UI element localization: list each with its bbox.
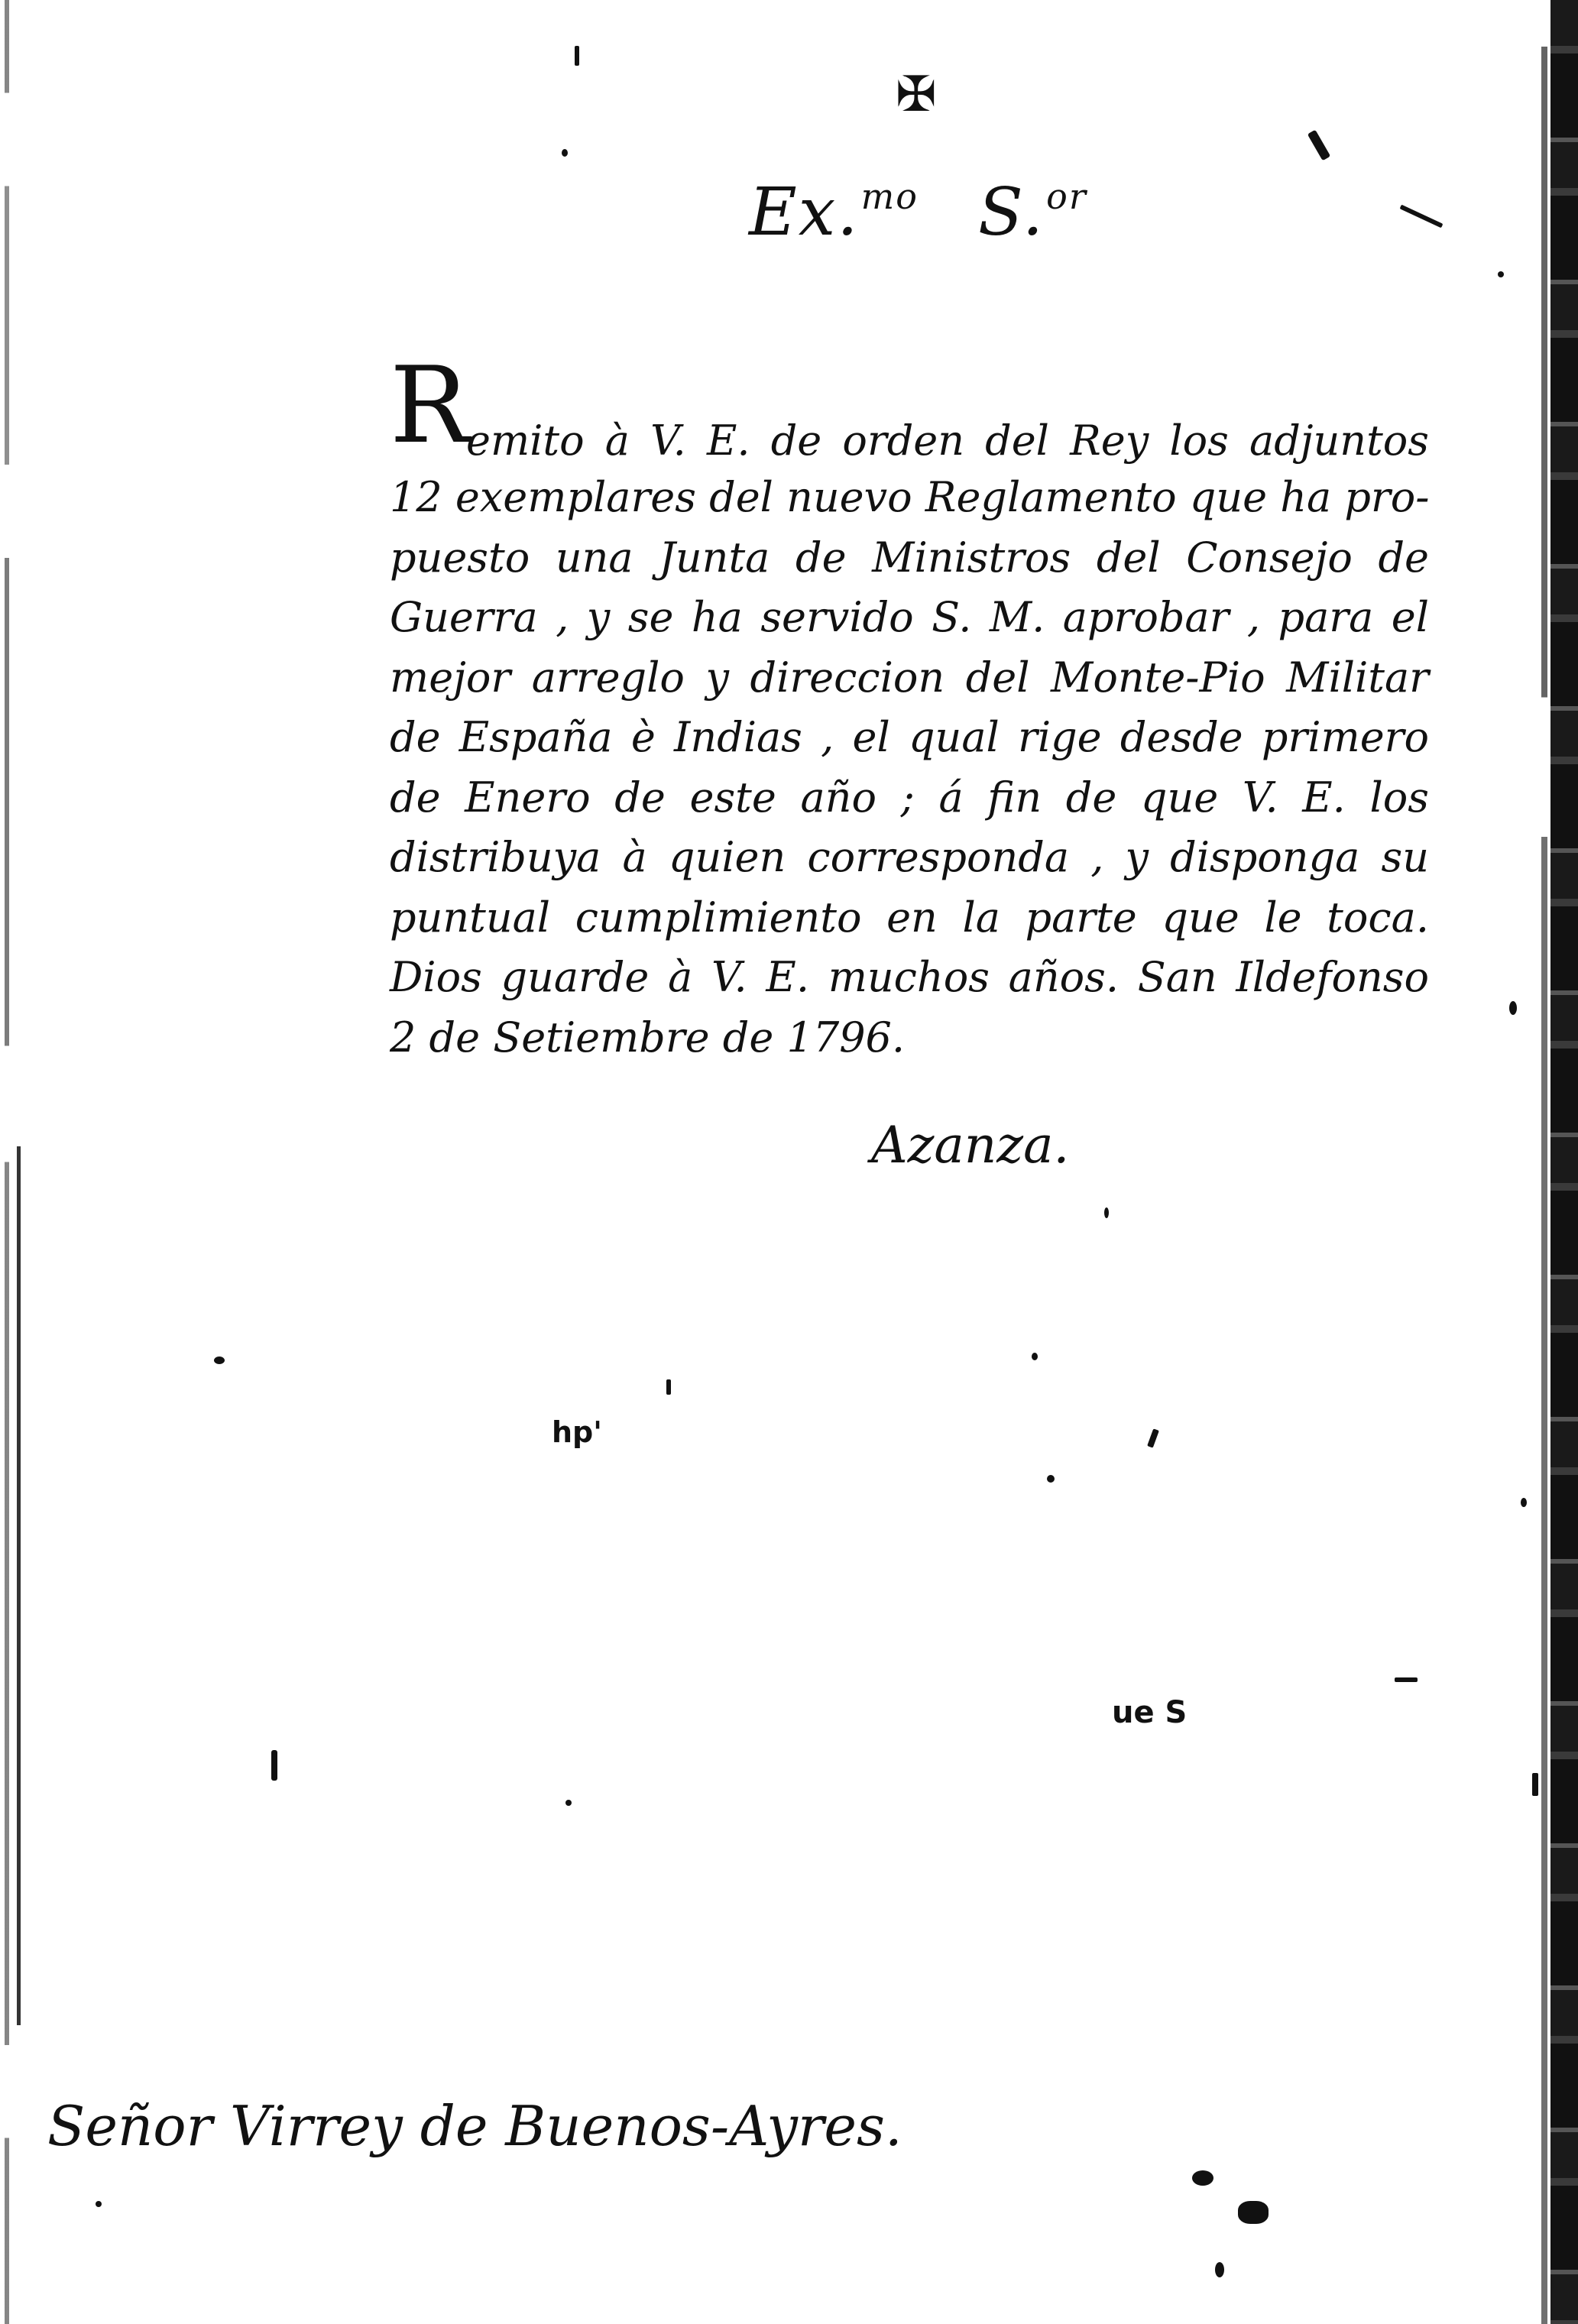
salutation-heading — [749, 174, 1087, 251]
cross-symbol: ✠ — [896, 66, 937, 123]
ink-speck — [1532, 1773, 1538, 1796]
ink-speck — [575, 46, 579, 66]
ink-speck — [666, 1379, 671, 1395]
letter-line: de Enero de este año ; á fin de que V. E. los — [390, 773, 1429, 822]
ink-speck — [1192, 2170, 1213, 2186]
letter-line: de España è Indias , el qual rige desde primero — [390, 713, 1429, 761]
ink-speck — [1238, 2201, 1269, 2224]
salutation-senor: S. — [977, 174, 1045, 251]
letter-line: mejor arreglo y direccion del Monte-Pio Militar — [390, 653, 1429, 702]
addressee: Señor Virrey de Buenos-Ayres. — [47, 2094, 902, 2158]
drop-cap: R — [390, 344, 469, 467]
right-scan-edge-line — [1541, 0, 1547, 2324]
ink-speck — [1509, 1001, 1517, 1015]
salutation-senor-superscript: or — [1046, 176, 1087, 217]
ink-speck — [1307, 130, 1330, 161]
letter-line: Dios guarde à V. E. muchos años. San Ildefonso — [390, 953, 1429, 1001]
left-scan-edge-line — [17, 1146, 21, 2025]
right-scan-edge — [1550, 0, 1578, 2324]
ink-speck — [271, 1750, 277, 1781]
ink-speck — [1032, 1353, 1038, 1360]
letter-first-line: emito à V. E. de orden del Rey los adjuntos — [466, 417, 1429, 465]
letter-line: puntual cumplimiento en la parte que le toca. — [390, 893, 1429, 942]
ink-speck — [1047, 1475, 1055, 1483]
ink-speck — [1498, 271, 1504, 277]
ink-speck — [562, 149, 568, 157]
letter-line: distribuya à quien corresponda , y disponga su — [390, 833, 1429, 881]
ink-speck — [1104, 1207, 1109, 1218]
letter-body — [390, 468, 1429, 1068]
signature: Azanza. — [871, 1116, 1070, 1175]
ink-speck — [214, 1356, 225, 1364]
salutation-excelentisimo: Ex. — [749, 174, 860, 251]
ink-speck — [1215, 2262, 1224, 2277]
bleed-through-text: ue S — [1112, 1695, 1188, 1730]
letter-line: 2 de Setiembre de 1796. — [390, 1013, 906, 1062]
ink-speck — [96, 2201, 102, 2207]
letter-line: 12 exemplares del nuevo Reglamento que ha pro- — [390, 473, 1430, 521]
ink-speck — [565, 1800, 572, 1806]
ink-speck — [1400, 205, 1444, 229]
ink-speck — [1147, 1428, 1159, 1447]
bleed-through-text: hp' — [552, 1415, 602, 1449]
salutation-excelentisimo-superscript: mo — [860, 176, 919, 217]
letter-line: Guerra , y se ha servido S. M. aprobar , para el — [390, 593, 1429, 641]
ink-speck — [1521, 1498, 1527, 1507]
left-scan-edge — [5, 0, 9, 2324]
letter-line: puesto una Junta de Ministros del Consejo de — [390, 533, 1429, 582]
ink-speck — [1395, 1677, 1418, 1682]
